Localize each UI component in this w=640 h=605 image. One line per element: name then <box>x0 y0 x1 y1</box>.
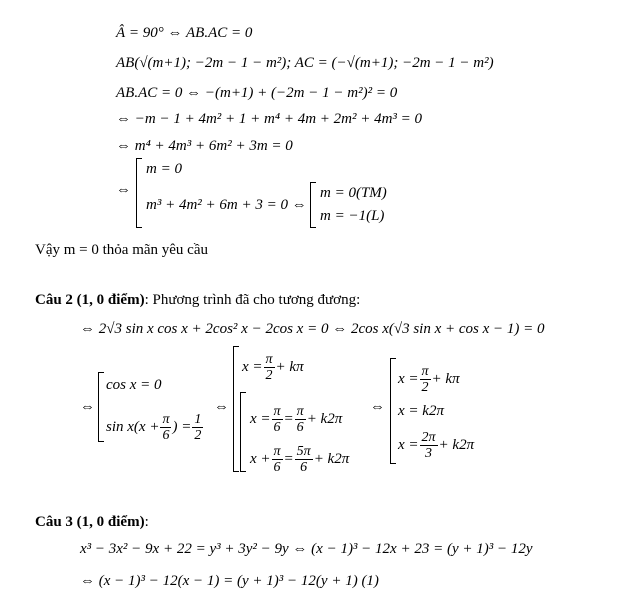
xplus: x + <box>250 450 271 467</box>
q3-heading: Câu 3 (1, 0 điểm) <box>35 514 145 530</box>
case-cubic: m³ + 4m² + 6m + 3 = 0 ⇔ <box>146 197 307 213</box>
frac-num: 5π <box>296 444 311 459</box>
kpi: + kπ <box>275 358 304 375</box>
sub-bracket <box>310 182 316 228</box>
k2pi: + k2π <box>306 410 343 427</box>
eq: = <box>283 450 294 467</box>
frac-num: 1 <box>194 412 202 427</box>
frac-5pi-6 <box>295 444 313 475</box>
k2pi: + k2π <box>438 436 475 453</box>
q2-sin-mid: ) = <box>172 418 192 435</box>
frac-den: 6 <box>273 420 281 435</box>
frac-den: 3 <box>425 446 433 461</box>
xeq: x = <box>398 370 419 387</box>
frac-num: 2π <box>421 430 436 445</box>
case-m-zero: m = 0 <box>146 161 182 177</box>
frac-den: 2 <box>265 368 273 383</box>
q2-c-case2: x = k2π <box>398 403 444 419</box>
frac-num: π <box>273 444 281 459</box>
simplified-line: ⇔ m⁴ + 4m³ + 6m² + 3m = 0 <box>116 138 293 154</box>
q2-c-case3 <box>398 430 474 461</box>
q2-system-b-bracket <box>233 346 239 472</box>
frac-pi-2 <box>420 364 431 395</box>
frac-den: 6 <box>162 428 170 443</box>
frac-pi-6 <box>295 404 306 435</box>
equivalence-arrow: ⇔ <box>116 182 131 198</box>
q2-cos-zero: cos x = 0 <box>106 377 162 393</box>
q3-line1: x³ − 3x² − 9x + 22 = y³ + 3y² − 9y ⇔ (x − 1)³ − 12x + 23 = (y + 1)³ − 12y <box>80 541 533 557</box>
frac-pi-6 <box>272 444 283 475</box>
q2-arrow-3: ⇔ <box>370 399 385 415</box>
q2-b-case1 <box>242 352 304 383</box>
frac-pi-6 <box>272 404 283 435</box>
frac-num: π <box>265 352 273 367</box>
kpi: + kπ <box>431 370 460 387</box>
conclusion: Vậy m = 0 thỏa mãn yêu cầu <box>35 242 208 258</box>
frac-pi-2 <box>264 352 275 383</box>
q2-arrow-2: ⇔ <box>214 399 229 415</box>
q2-b-case2 <box>250 404 342 435</box>
xeq: x = <box>242 358 263 375</box>
frac-den: 6 <box>296 420 304 435</box>
k2pi: + k2π <box>313 450 350 467</box>
expand-line: ⇔ −m − 1 + 4m² + 1 + m⁴ + 4m + 2m² + 4m³ = 0 <box>116 111 423 127</box>
q2-heading: Câu 2 (1, 0 điểm) <box>35 292 145 308</box>
frac-den: 2 <box>421 380 429 395</box>
q2-inner-bracket <box>240 392 246 472</box>
frac-den: 2 <box>194 428 202 443</box>
frac-num: π <box>273 404 281 419</box>
q2-system-c-bracket <box>390 358 396 464</box>
q2-system-a-bracket <box>98 372 104 442</box>
case-bracket <box>136 158 142 228</box>
frac-den: 6 <box>273 460 281 475</box>
q3-line2: ⇔ (x − 1)³ − 12(x − 1) = (y + 1)³ − 12(y + 1) (1) <box>80 573 379 589</box>
q2-intro: : Phương trình đã cho tương đương: <box>144 292 361 308</box>
frac-den: 6 <box>300 460 308 475</box>
xeq: x = <box>398 436 419 453</box>
q2-title <box>35 291 360 309</box>
q2-c-case1 <box>398 364 460 395</box>
frac-2pi-3 <box>420 430 438 461</box>
eq: = <box>283 410 294 427</box>
frac-num: π <box>421 364 429 379</box>
q2-transform-line: ⇔ 2√3 sin x cos x + 2cos² x − 2cos x = 0 ⇔ 2cos x(√3 sin x + cos x − 1) = 0 <box>80 321 545 337</box>
dot-product-line: AB.AC = 0 ⇔ −(m+1) + (−2m − 1 − m²)² = 0 <box>116 85 398 101</box>
vectors-line: AB(√(m+1); −2m − 1 − m²); AC = (−√(m+1); −2m − 1 − m²) <box>116 55 494 71</box>
q2-sin-equation <box>106 412 204 443</box>
q3-colon: : <box>144 514 149 530</box>
frac-num: π <box>296 404 304 419</box>
q2-b-case3 <box>250 444 349 475</box>
sub-m-minus-one: m = −1(L) <box>320 208 385 224</box>
q2-frac-1-2 <box>192 412 203 443</box>
q3-title <box>35 513 149 531</box>
q2-arrow-1: ⇔ <box>80 399 95 415</box>
angle-line: Â = 90° ⇔ AB.AC = 0 <box>116 25 253 41</box>
xeq: x = <box>250 410 271 427</box>
q2-frac-pi-6 <box>160 412 171 443</box>
frac-num: π <box>162 412 170 427</box>
sub-m-zero: m = 0(TM) <box>320 185 387 201</box>
q2-sin-left: sin x(x + <box>106 418 160 435</box>
